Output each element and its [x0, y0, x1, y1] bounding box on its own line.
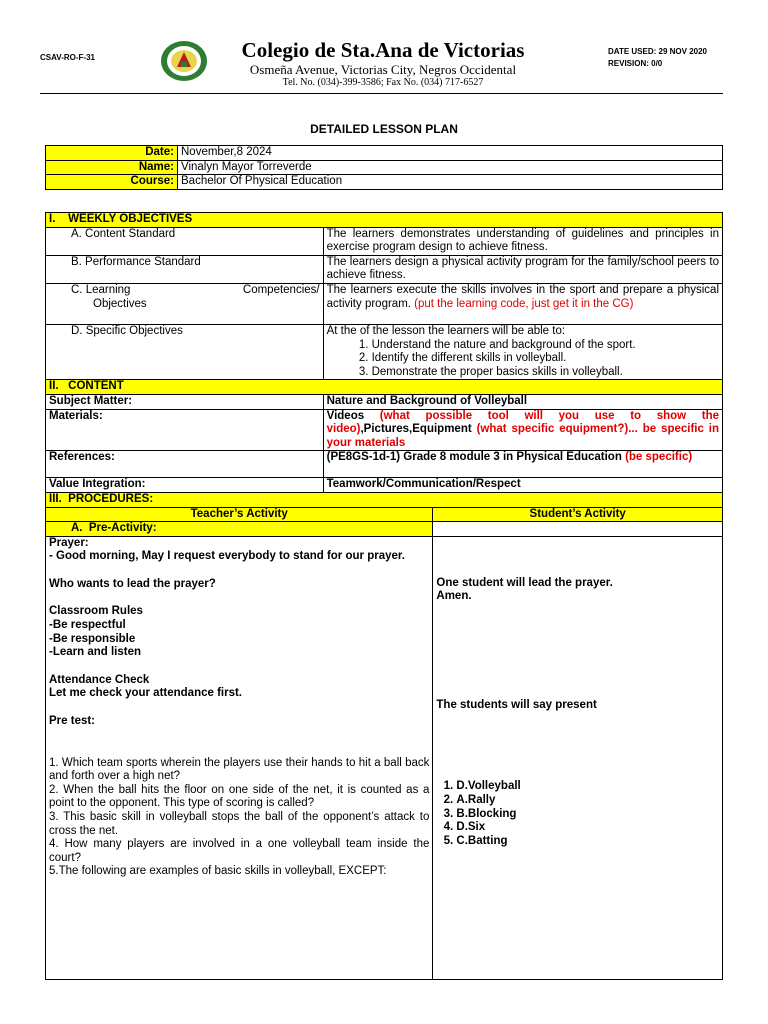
list-item: 1. Understand the nature and background of the sport. — [372, 339, 719, 353]
school-seal-logo — [160, 40, 208, 82]
lesson-plan-table — [45, 212, 723, 980]
content-heading: II. CONTENT — [46, 380, 723, 395]
pre-activity-row — [46, 522, 723, 537]
prayer-response-1: One student will lead the prayer. — [436, 576, 613, 589]
specific-objectives-row — [46, 324, 723, 379]
pretest-answers — [436, 780, 719, 848]
list-item: 2. Identify the different skills in volleyball. — [372, 352, 719, 366]
specific-objectives-label: D. Specific Objectives — [46, 324, 324, 379]
attendance-title: Attendance Check — [49, 673, 150, 686]
student-activity-cell — [433, 536, 723, 979]
performance-standard-label: B. Performance Standard — [46, 255, 324, 283]
activity-body-row — [46, 536, 723, 979]
objectives-heading: I. WEEKLY OBJECTIVES — [46, 213, 723, 228]
materials-note-1: (what possible tool will you use to show the video) — [326, 409, 719, 436]
info-row-date — [46, 146, 723, 161]
materials-label: Materials: — [46, 409, 324, 451]
list-item: 3. Demonstrate the proper basics skills in volleyball. — [372, 366, 719, 380]
references-cell — [323, 451, 722, 478]
competencies-label — [46, 283, 324, 324]
references-value: (PE8GS-1d-1) Grade 8 module 3 in Physical Education — [326, 451, 626, 464]
rule-item: -Be responsible — [49, 632, 136, 645]
teacher-activity-header: Teacher’s Activity — [46, 507, 433, 522]
specific-objectives-cell — [323, 324, 722, 379]
specific-objectives-intro: At the of the lesson the learners will be able to: — [326, 324, 566, 337]
values-value: Teamwork/Communication/Respect — [323, 478, 722, 493]
prayer-text: - Good morning, May I request everybody to stand for our prayer. — [49, 550, 405, 563]
content-standard-label: A. Content Standard — [46, 227, 324, 255]
revision: REVISION: 0/0 — [608, 59, 663, 68]
pre-activity-blank — [433, 522, 723, 537]
references-row — [46, 451, 723, 478]
competencies-label-c: Objectives — [93, 297, 147, 310]
competencies-cell — [323, 283, 722, 324]
references-note: (be specific) — [625, 451, 693, 464]
info-value: Bachelor Of Physical Education — [178, 175, 723, 190]
performance-standard-text: The learners design a physical activity program for the family/school peers to achieve fitness. — [323, 255, 722, 283]
page-title: DETAILED LESSON PLAN — [310, 122, 458, 136]
specific-objectives-list — [327, 339, 719, 380]
info-label: Date: — [46, 146, 178, 161]
rule-item: -Learn and listen — [49, 646, 142, 659]
date-used-block — [608, 46, 707, 70]
rule-item: -Be respectful — [49, 619, 126, 632]
school-name: Colegio de Sta.Ana de Victorias — [241, 38, 525, 62]
pre-activity-heading: A. Pre-Activity: — [46, 522, 433, 537]
competencies-label-b: Competencies/ — [242, 283, 320, 296]
pretest-question: 5.The following are examples of basic skills in volleyball, EXCEPT: — [49, 865, 387, 878]
materials-cell — [323, 409, 722, 451]
subject-row — [46, 394, 723, 409]
references-label: References: — [46, 451, 324, 478]
teacher-activity-cell — [46, 536, 433, 979]
list-item: 4. D.Six — [456, 821, 719, 835]
pretest-question: 3. This basic skill in volleyball stops the ball of the opponent’s attack to cross the net. — [49, 811, 430, 837]
pretest-question: 1. Which team sports wherein the players use their hands to hit a ball back and forth over a high net? — [49, 756, 430, 783]
info-label: Name: — [46, 160, 178, 175]
student-activity-header: Student’s Activity — [433, 507, 723, 522]
values-label: Value Integration: — [46, 478, 324, 493]
materials-note-2: (what specific equipment?)... be specific in your materials — [326, 423, 719, 449]
content-standard-text: The learners demonstrates understanding of guidelines and principles in exercise program design to achieve fitness. — [323, 227, 722, 255]
attendance-response: The students will say present — [436, 698, 597, 711]
pretest-question: 4. How many players are involved in a one volleyball team inside the court? — [49, 838, 430, 864]
list-item: 2. A.Rally — [456, 794, 719, 808]
competencies-label-a: C. Learning — [71, 283, 131, 296]
content-standard-row — [46, 227, 723, 255]
pretest-title: Pre test: — [49, 715, 96, 728]
rules-title: Classroom Rules — [49, 605, 143, 618]
list-item: 3. B.Blocking — [456, 808, 719, 822]
prayer-response-2: Amen. — [436, 590, 472, 603]
prayer-title: Prayer: — [49, 536, 89, 549]
materials-a: Videos — [326, 409, 380, 422]
info-row-course — [46, 175, 723, 190]
info-row-name — [46, 160, 723, 175]
info-label: Course: — [46, 175, 178, 190]
subject-value: Nature and Background of Volleyball — [323, 394, 722, 409]
date-used: DATE USED: 29 NOV 2020 — [608, 47, 707, 56]
competencies-note: (put the learning code, just get it in the CG) — [414, 297, 634, 310]
info-table — [45, 145, 723, 190]
prayer-ask: Who wants to lead the prayer? — [49, 577, 216, 590]
header-divider — [40, 93, 723, 94]
school-telephone: Tel. No. (034)-399-3586; Fax No. (034) 717-6527 — [282, 77, 484, 88]
performance-standard-row — [46, 255, 723, 283]
list-item: 1. D.Volleyball — [456, 780, 719, 794]
info-value: November,8 2024 — [178, 146, 723, 161]
activity-header-row — [46, 507, 723, 522]
values-row — [46, 478, 723, 493]
form-code: CSAV-RO-F-31 — [40, 53, 95, 62]
attendance-text: Let me check your attendance first. — [49, 687, 243, 700]
info-value: Vinalyn Mayor Torreverde — [178, 160, 723, 175]
materials-row — [46, 409, 723, 451]
school-address: Osmeña Avenue, Victorias City, Negros Occidental — [249, 62, 517, 77]
materials-b: ,Pictures,Equipment — [360, 423, 477, 436]
competencies-text: The learners execute the skills involves in the sport and prepare a physical activity program. — [326, 283, 719, 310]
pretest-question: 2. When the ball hits the floor on one side of the net, it is counted as a point to the opponent. This type of scoring is called? — [49, 783, 430, 810]
procedures-heading: III. PROCEDURES: — [46, 492, 723, 507]
competencies-row — [46, 283, 723, 324]
list-item: 5. C.Batting — [456, 835, 719, 849]
subject-label: Subject Matter: — [46, 394, 324, 409]
